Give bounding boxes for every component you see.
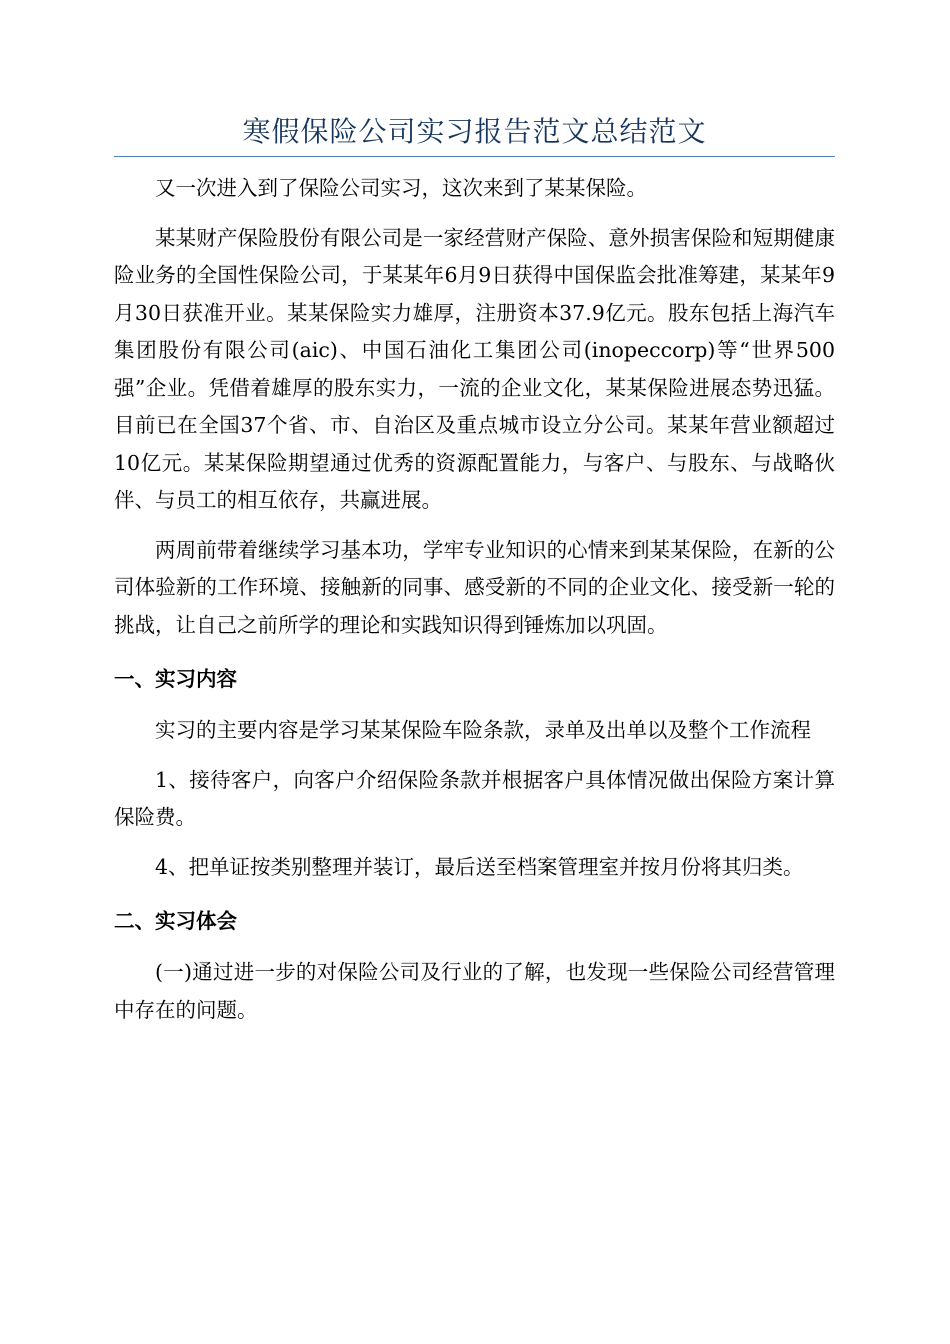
company-profile-paragraph: 某某财产保险股份有限公司是一家经营财产保险、意外损害保险和短期健康险业务的全国性保险公司，于某某年6月9日获得中国保监会批准筹建，某某年9月30日获准开业。某某保险实力雄厚，注册资本37.9亿元。股东包括上海汽车集团股份有限公司(aic)、中国石油化工集团公司(inopeccorp)等“世界500强”企业。凭借着雄厚的股东实力，一流的企业文化，某某保险进展态势迅猛。目前已在全国37个省、市、自治区及重点城市设立分公司。某某年营业额超过10亿元。某某保险期望通过优秀的资源配置能力，与客户、与股东、与战略伙伴、与员工的相互依存，共赢进展。	[114, 225, 835, 512]
intro-paragraph-3: 两周前带着继续学习基本功，学牢专业知识的心情来到某某保险，在新的公司体验新的工作环境、接触新的同事、感受新的不同的企业文化、接受新一轮的挑战，让自己之前所学的理论和实践知识得到锤炼加以巩固。	[114, 537, 835, 637]
section2-paragraph-1: (一)通过进一步的对保险公司及行业的了解，也发现一些保险公司经营管理中存在的问题。	[114, 960, 835, 1022]
section-heading-internship-content: 一、实习内容	[114, 667, 237, 691]
section1-paragraph-1: 实习的主要内容是学习某某保险车险条款，录单及出单以及整个工作流程	[155, 718, 811, 742]
document-body	[114, 170, 835, 1041]
intro-paragraph-1: 又一次进入到了保险公司实习，这次来到了某某保险。	[155, 176, 647, 200]
section-heading-internship-experience: 二、实习体会	[114, 909, 237, 933]
title-block	[114, 112, 835, 157]
section1-paragraph-3: 4、把单证按类别整理并装订，最后送至档案管理室并按月份将其归类。	[155, 854, 804, 879]
section1-paragraph-2: 1、接待客户，向客户介绍保险条款并根据客户具体情况做出保险方案计算保险费。	[114, 767, 835, 829]
document-title: 寒假保险公司实习报告范文总结范文	[242, 115, 707, 148]
